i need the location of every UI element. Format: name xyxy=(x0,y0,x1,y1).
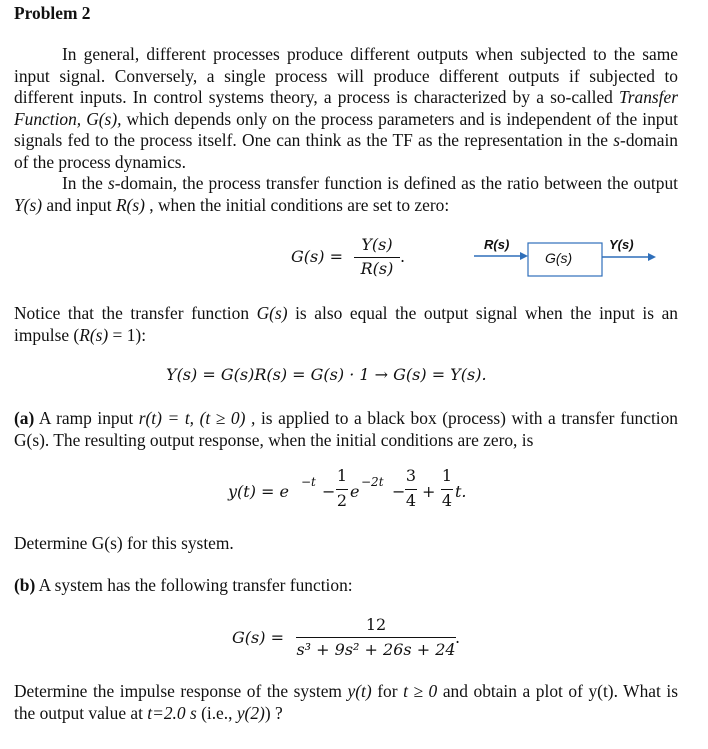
eq3-frac1-num: 1 xyxy=(336,466,348,485)
eq1-fraction-bar xyxy=(354,257,400,258)
eq1-dot: . xyxy=(400,247,406,266)
eq3-exp2: −2t xyxy=(361,475,384,489)
eq4-numerator: 12 xyxy=(365,615,387,634)
final-question-paragraph: Determine the impulse response of the system y(t) for t ≥ 0 and obtain a plot of y(t). What is the output value at t=2.0 s (i.e., y(2)) ? xyxy=(14,681,678,723)
block-box-label: G(s) xyxy=(545,250,573,266)
eq4-lhs: G(s) = xyxy=(232,628,284,647)
eq1-lhs: G(s) = xyxy=(291,247,343,266)
eq3-frac3-bar xyxy=(441,489,453,490)
block-input-label: R(s) xyxy=(484,237,510,252)
eq1-denominator: R(s) xyxy=(360,259,394,278)
part-a-paragraph: (a) A ramp input r(t) = t, (t ≥ 0) , is applied to a black box (process) with a transfer function G(s). The resulting output response, when the initial conditions are zero, is xyxy=(14,408,678,450)
eq3-minus1: − xyxy=(322,482,336,501)
intro-paragraph-1: In general, different processes produce different outputs when subjected to the same input signal. Conversely, a single process will produce different outputs if subjected to different inputs. In control systems theory, a process is characterized by a so-called Transfer Function, G(s), which depends only on the process parameters and is independent of the input signals fed to the process itself. One can think as the TF as the representation in the s-domain of the process dynamics. xyxy=(14,44,678,172)
eq3-frac1-den: 2 xyxy=(336,491,348,510)
eq3-frac2-bar xyxy=(405,489,417,490)
eq3-minus2: − xyxy=(392,482,406,501)
notice-paragraph: Notice that the transfer function G(s) is also equal the output signal when the input is an impulse (R(s) = 1): xyxy=(14,303,678,345)
eq3-exp1: −t xyxy=(301,475,316,489)
determine-a-text: Determine G(s) for this system. xyxy=(14,533,234,553)
eq4-denominator: s³ + 9s² + 26s + 24 xyxy=(296,640,456,659)
eq3-frac2-num: 3 xyxy=(405,466,417,485)
block-output-label: Y(s) xyxy=(609,237,634,252)
eq3-frac3-num: 1 xyxy=(441,466,453,485)
part-b-paragraph: (b) A system has the following transfer function: xyxy=(14,575,353,595)
input-arrowhead-icon xyxy=(520,252,528,260)
eq3-tail: t. xyxy=(455,482,467,501)
eq3-lhs: y(t) = e xyxy=(228,482,289,501)
eq3-frac3-den: 4 xyxy=(441,491,453,510)
intro-paragraph-2: In the s-domain, the process transfer function is defined as the ratio between the output Y(s) and input R(s) , when the initial conditions are set to zero: xyxy=(14,173,678,215)
problem-title: Problem 2 xyxy=(14,3,91,23)
eq3-frac2-den: 4 xyxy=(405,491,417,510)
eq1-numerator: Y(s) xyxy=(361,235,393,254)
output-arrowhead-icon xyxy=(648,253,656,261)
eq4-fraction-bar xyxy=(296,637,456,638)
eq3-frac1-bar xyxy=(336,489,348,490)
eq3-plus: + xyxy=(422,482,436,501)
eq3-e2: e xyxy=(350,482,360,501)
eq4-dot: . xyxy=(455,628,461,647)
impulse-equation: Y(s) = G(s)R(s) = G(s) · 1 → G(s) = Y(s). xyxy=(166,365,487,384)
